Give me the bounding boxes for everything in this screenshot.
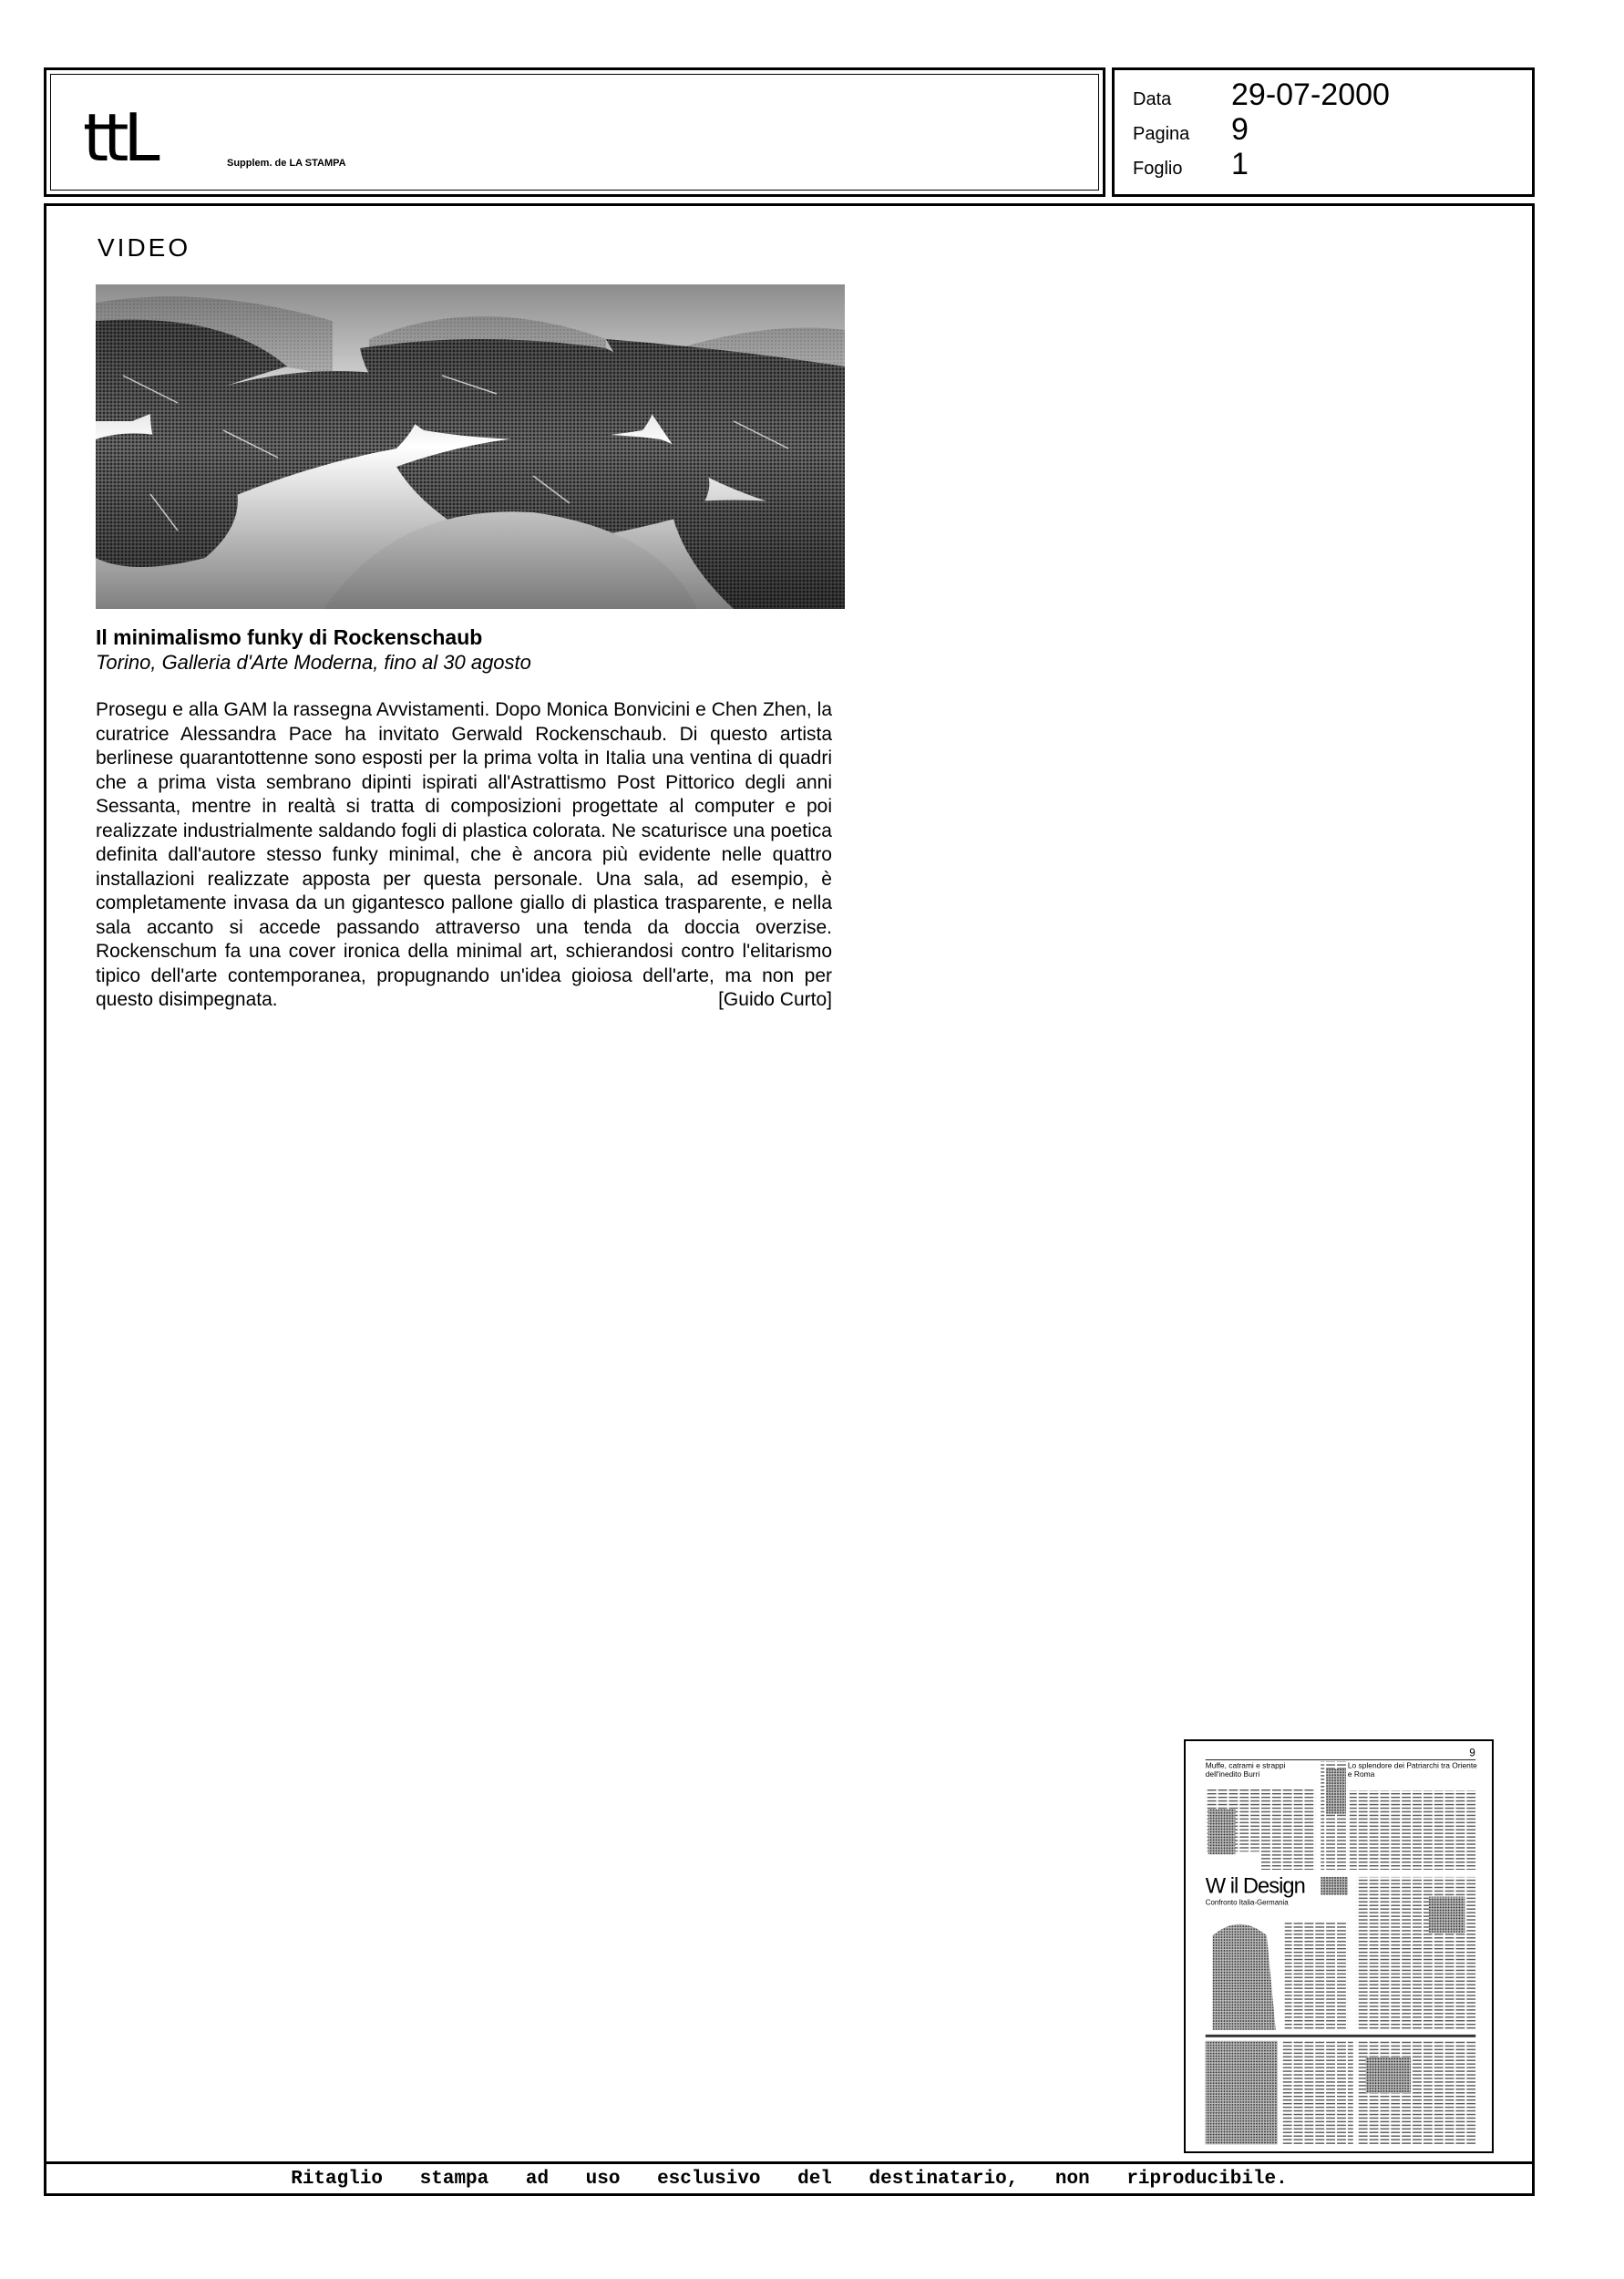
article-body [96,698,832,1013]
masthead-box [44,67,1105,197]
footer-disclaimer: Ritaglio stampa ad uso esclusivo del destinatario, non riproducibile. [46,2161,1532,2193]
clipping-frame [44,203,1535,2196]
article-byline: [Guido Curto] [718,989,832,1010]
thumbnail-headline-left: Muffe, catrami e strappi dell'inedito Burri [1205,1761,1286,1779]
thumbnail-feature-subtitle: Confronto Italia-Germania [1205,1898,1289,1907]
meta-row-date [1133,77,1390,113]
meta-label: Pagina [1133,124,1190,144]
meta-label: Foglio [1133,159,1183,179]
meta-value: 29-07-2000 [1231,77,1390,112]
thumbnail-feature-title: W il Design [1205,1874,1305,1899]
section-title: VIDEO [98,233,191,262]
article-photo [96,284,845,609]
masthead-inner-border [50,74,1099,191]
meta-label: Data [1133,89,1172,109]
page-thumbnail [1184,1739,1494,2153]
article-subheadline: Torino, Galleria d'Arte Moderna, fino al 30 agosto [96,651,531,674]
ttl-logo: ttL [83,99,155,176]
meta-value: 9 [1231,112,1249,147]
meta-row-sheet [1133,147,1249,182]
article-headline: Il minimalismo funky di Rockenschaub [96,625,483,649]
article-text: Prosegu e alla GAM la rassegna Avvistamenti. Dopo Monica Bonvicini e Chen Zhen, la curatrice Alessandra Pace ha invitato Gerwald Rockenschaub. Di questo artista berlinese quarantottenne sono esposti per la prima volta in Italia una ventina di quadri che a prima vista sembrano dipinti ispirati all'Astrattismo Post Pittorico degli anni Sessanta, mentre in realtà si tratta di composizioni progettate al computer e poi realizzate industrialmente saldando fogli di plastica colorata. Ne scaturisce una poetica definita dall'autore stesso funky minimal, che è ancora più evidente nelle quattro installazioni realizzate apposta per questa personale. Una sala, ad esempio, è completamente invasa da un gigantesco pallone giallo di plastica trasparente, e nella sala accanto si accede passando attraverso una tenda da doccia overzise. Rockenschum fa una cover ironica della minimal art, schierandosi contro l'elitarismo tipico dell'arte contemporanea, propugnando un'idea gioiosa dell'arte, ma non per questo disimpegnata. [96,699,832,1010]
meta-value: 1 [1231,147,1249,181]
thumbnail-headline-right: Lo splendore dei Patriarchi tra Oriente e Roma [1347,1761,1477,1779]
supplement-label: Supplem. de LA STAMPA [227,158,346,169]
thumbnail-page-number: 9 [1469,1746,1475,1759]
publication-meta-box [1112,67,1535,197]
meta-row-page [1133,112,1249,148]
